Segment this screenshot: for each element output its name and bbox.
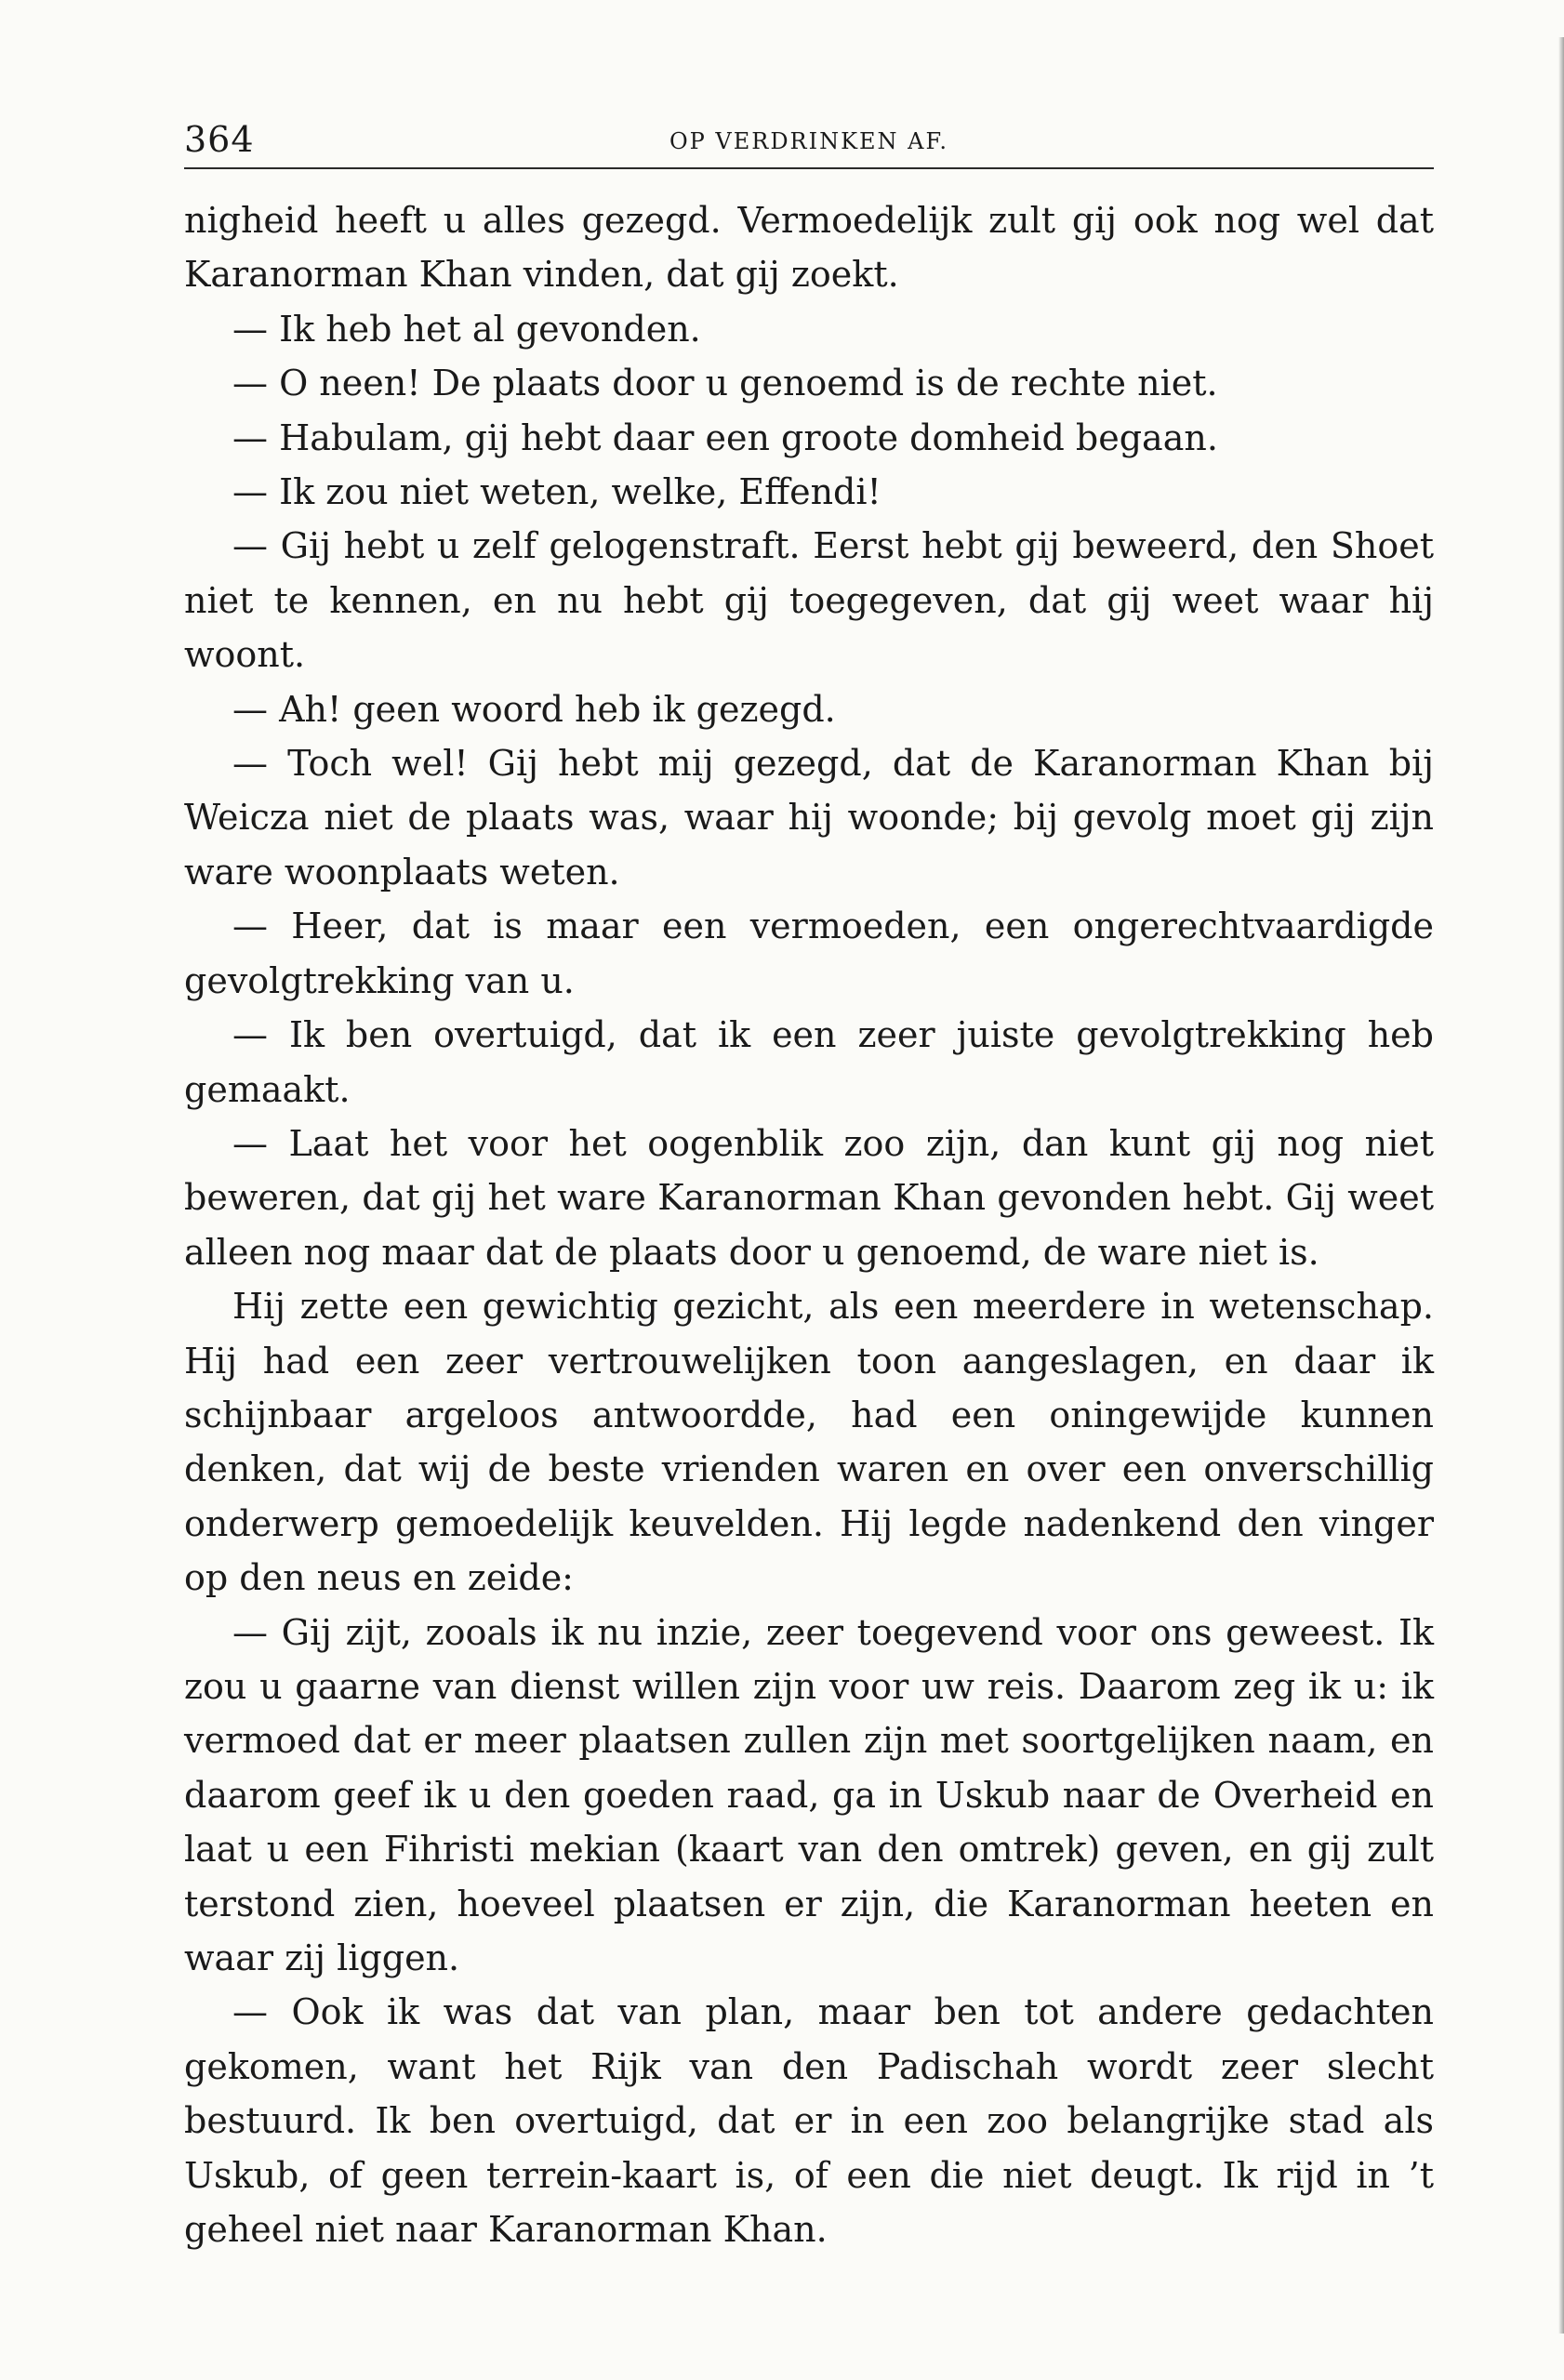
paragraph: — Toch wel! Gij hebt mij gezegd, dat de Karanorman Khan bij Weicza niet de plaats was, waar hij woonde; bij gevolg moet gij zijn ware woonplaats weten. (184, 743, 1434, 892)
page-edge-shadow (1558, 37, 1564, 2334)
paragraph: — Ook ik was dat van plan, maar ben tot andere gedachten gekomen, want het Rijk van den Padischah wordt zeer slecht bestuurd. Ik ben overtuigd, dat er in een zoo belangrijke stad als Uskub, of geen terrein-kaart is, of een die niet deugt. Ik rijd in ’t geheel niet naar Karanorman Khan. (184, 1991, 1434, 2251)
paragraph: — Heer, dat is maar een vermoeden, een ongerechtvaardigde gevolgtrekking van u. (184, 906, 1434, 1001)
paragraph: — Gij zijt, zooals ik nu inzie, zeer toegevend voor ons geweest. Ik zou u gaarne van dienst willen zijn voor uw reis. Daarom zeg ik u: ik vermoed dat er meer plaatsen zullen zijn met soortgelijken naam, en daarom geef ik u den goeden raad, ga in Uskub naar de Overheid en laat u een Fihristi mekian (kaart van den omtrek) geven, en gij zult terstond zien, hoeveel plaatsen er zijn, die Karanorman heeten en waar zij liggen. (184, 1611, 1434, 1978)
page-number: 364 (184, 119, 255, 160)
paragraph: — Ik heb het al gevonden. (232, 308, 701, 350)
paragraph: — Gij hebt u zelf gelogenstraft. Eerst hebt gij beweerd, den Shoet niet te kennen, en nu hebt gij toegegeven, dat gij weet waar hij woont. (184, 525, 1434, 676)
body-text (184, 193, 1434, 2256)
paragraph: — Ik zou niet weten, welke, Effendi! (232, 471, 881, 513)
paragraph: — Ik ben overtuigd, dat ik een zeer juiste gevolgtrekking heb gemaakt. (184, 1014, 1434, 1110)
book-page (184, 112, 1434, 2256)
paragraph: — Ah! geen woord heb ik gezegd. (232, 688, 836, 730)
paragraph: — Laat het voor het oogenblik zoo zijn, dan kunt gij nog niet beweren, dat gij het ware Karanorman Khan gevonden hebt. Gij weet alleen nog maar dat de plaats door u genoemd, de ware niet is. (184, 1122, 1434, 1273)
page-header (184, 112, 1434, 169)
paragraph: — O neen! De plaats door u genoemd is de rechte niet. (232, 363, 1218, 404)
paragraph: — Habulam, gij hebt daar een groote domheid begaan. (232, 416, 1218, 458)
paragraph: Hij zette een gewichtig gezicht, als een meerdere in wetenschap. Hij had een zeer vertrouwelijken toon aangeslagen, en daar ik schijnbaar argeloos antwoordde, had een oningewijde kunnen denken, dat wij de beste vrienden waren en over een onverschillig onderwerp gemoedelijk keuvelden. Hij legde nadenkend den vinger op den neus en zeide: (184, 1286, 1434, 1599)
paragraph: nigheid heeft u alles gezegd. Vermoedelijk zult gij ook nog wel dat Karanorman Khan vinden, dat gij zoekt. (184, 200, 1434, 296)
running-title: OP VERDRINKEN AF. (669, 128, 949, 154)
